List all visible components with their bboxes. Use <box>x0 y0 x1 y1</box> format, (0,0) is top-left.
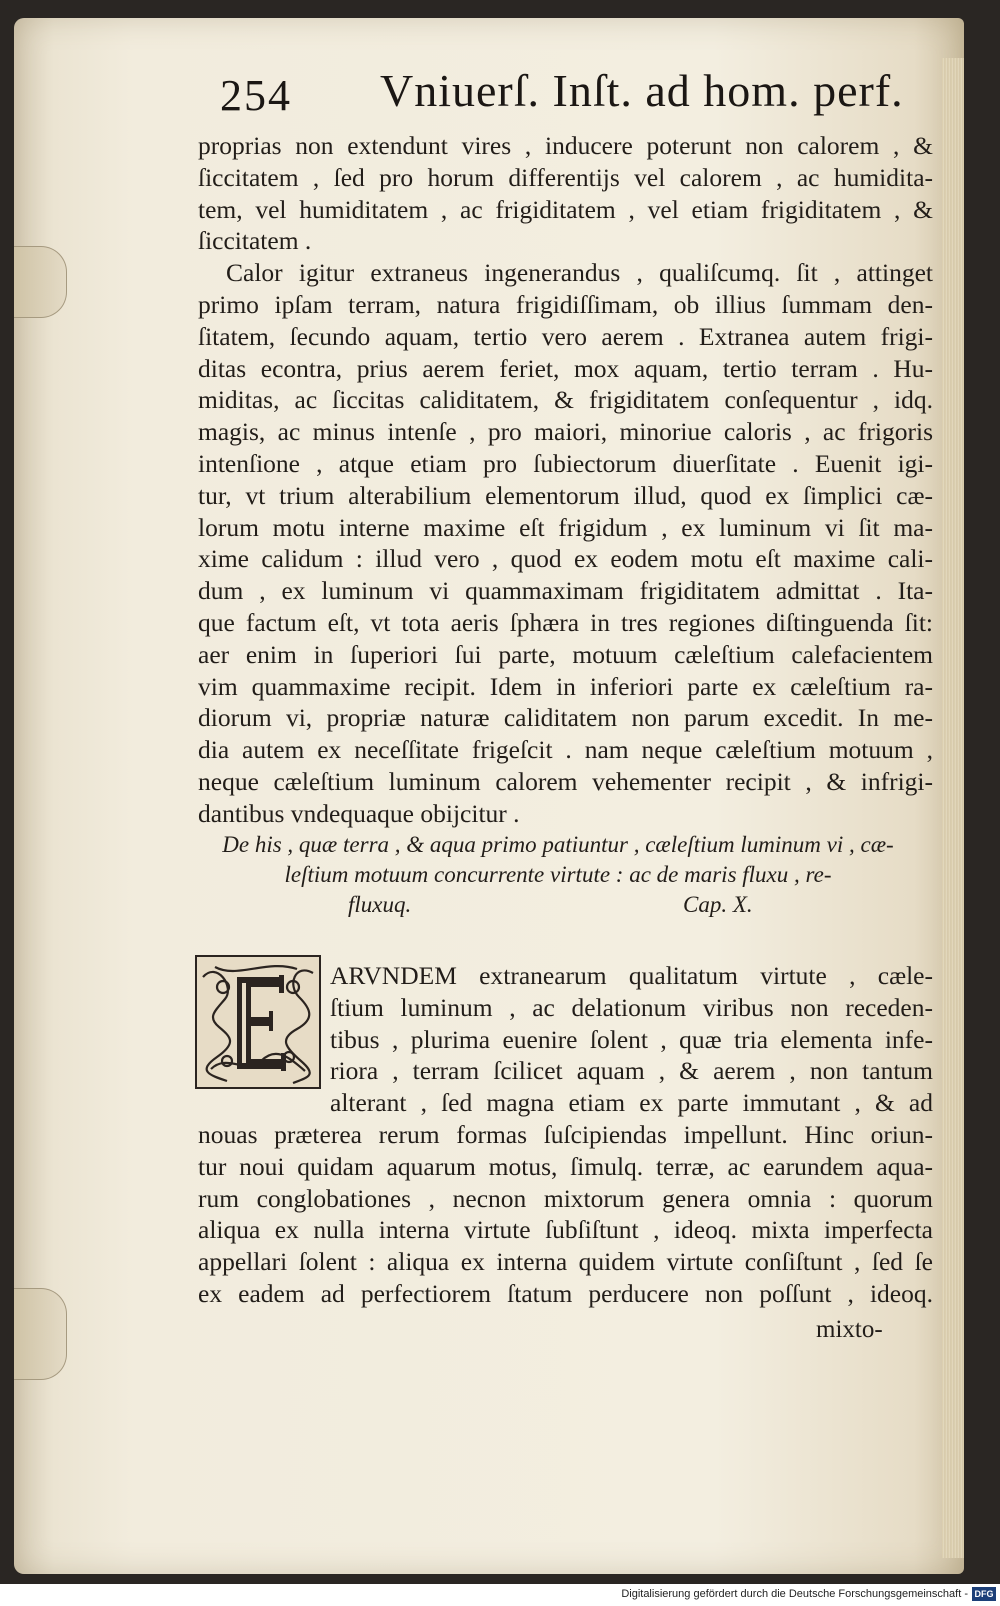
text-line: tem, vel humiditatem , ac frigiditatem , vel etiam frigiditatem , & <box>198 194 933 224</box>
body-text-bottom <box>198 960 933 1310</box>
text-line: alterant , ſed magna etiam ex parte immutant , & ad <box>330 1088 933 1118</box>
text-line: primo ipſam terram, natura frigidiſſimam, ob illius ſummam den- <box>198 289 933 319</box>
chapter-heading-line: De his , quæ terra , & aqua primo patiuntur , cæleſtium luminum vi , cæ- <box>222 832 894 857</box>
body-text-top <box>198 130 933 830</box>
text-line: tibus , plurima euenire ſolent , quæ tria elementa infe- <box>330 1024 933 1054</box>
text-line: dantibus vndequaque obijcitur . <box>198 798 520 828</box>
text-line: xime calidum : illud vero , quod ex eodem motu eſt maxime cali- <box>198 544 933 574</box>
text-line: dia autem ex neceſſitate frigeſcit . nam neque cæleſtium motuum , <box>198 735 933 765</box>
page-edge-stack <box>942 58 964 1558</box>
page-tab-marker <box>14 1288 67 1380</box>
chapter-heading-end: fluxuq. <box>348 892 412 917</box>
text-line: tur, vt trium alterabilium elementorum illud, quod ex ſimplici cæ- <box>198 480 933 510</box>
chapter-number: Cap. X. <box>683 892 753 917</box>
text-line: Calor igitur extraneus ingenerandus , qualiſcumq. ſit , attinget <box>226 258 933 288</box>
text-line: intenſione , atque etiam pro ſubiectorum diuerſitate . Euenit igi- <box>198 448 933 478</box>
chapter-heading-line: leſtium motuum concurrente virtute : ac de maris fluxu , re- <box>284 862 832 887</box>
text-line: ſtium luminum , ac delationum viribus non receden- <box>330 992 933 1022</box>
text-line: neque cæleſtium luminum calorem vehementer recipit , & infrigi- <box>198 766 933 796</box>
text-line: nouas præterea rerum formas ſuſcipiendas impellunt. Hinc oriun- <box>198 1119 933 1149</box>
text-line: riora , terram ſcilicet aquam , & aerem , non tantum <box>330 1056 933 1086</box>
chapter-heading-line <box>198 890 918 920</box>
text-line: ex eadem ad perfectiorem ſtatum perducere non poſſunt , ideoq. <box>198 1278 933 1308</box>
running-title: Vniuerſ. Inſt. ad hom. perf. <box>380 65 904 116</box>
text-line: ſitatem, ſecundo aquam, tertio vero aerem . Extranea autem frigi- <box>198 321 933 351</box>
text-line: magis, ac minus intenſe , pro maiori, minoriue caloris , ac frigoris <box>198 417 933 447</box>
text-line: appellari ſolent : aliqua ex interna quidem virtute conſiſtunt , ſed ſe <box>198 1247 933 1277</box>
text-line: diorum vi, propriæ naturæ caliditatem non parum excedit. In me- <box>198 703 933 733</box>
text-line: que factum eſt, vt tota aeris ſphæra in tres regiones diſtinguenda ſit: <box>198 607 933 637</box>
text-line: lorum motu interne maxime eſt frigidum , ex luminum vi ſit ma- <box>198 512 933 542</box>
funding-credit: Digitalisierung gefördert durch die Deutsche Forschungsgemeinschaft - <box>621 1588 968 1600</box>
text-line: rum conglobationes , necnon mixtorum genera omnia : quorum <box>198 1183 933 1213</box>
page-tab-marker <box>14 246 67 318</box>
chapter-heading <box>198 830 918 920</box>
footer-bar <box>0 1584 1000 1606</box>
text-line: ditas econtra, prius aerem feriet, mox aquam, tertio terram . Hu- <box>198 353 933 383</box>
dfg-logo-icon: DFG <box>972 1587 996 1601</box>
text-line: ſiccitatem . <box>198 226 312 256</box>
text-line: tur noui quidam aquarum motus, ſimulq. terræ, ac earundem aqua- <box>198 1151 933 1181</box>
text-line: ſiccitatem , ſed pro horum differentijs vel calorem , ac humidita- <box>198 162 933 192</box>
text-line: proprias non extendunt vires , inducere poterunt non calorem , & <box>198 131 933 160</box>
page-header <box>220 64 904 134</box>
text-line: aliqua ex nulla interna virtute ſubſiſtunt , ideoq. mixta imperfecta <box>198 1215 933 1245</box>
text-line: dum , ex luminum vi quammaximam frigiditatem admittat . Ita- <box>198 576 933 606</box>
text-line: ARVNDEM extranearum qualitatum virtute , cæle- <box>330 961 933 990</box>
text-line: miditas, ac ſiccitas caliditatem, & frigiditatem conſequentur , idq. <box>198 385 933 415</box>
catchword: mixto- <box>816 1316 883 1343</box>
text-line: vim quammaxime recipit. Idem in inferiori parte ex cæleſtium ra- <box>198 671 933 701</box>
page-number: 254 <box>220 71 292 120</box>
text-line: aer enim in ſuperiori ſui parte, motuum cæleſtium calefacientem <box>198 639 933 669</box>
